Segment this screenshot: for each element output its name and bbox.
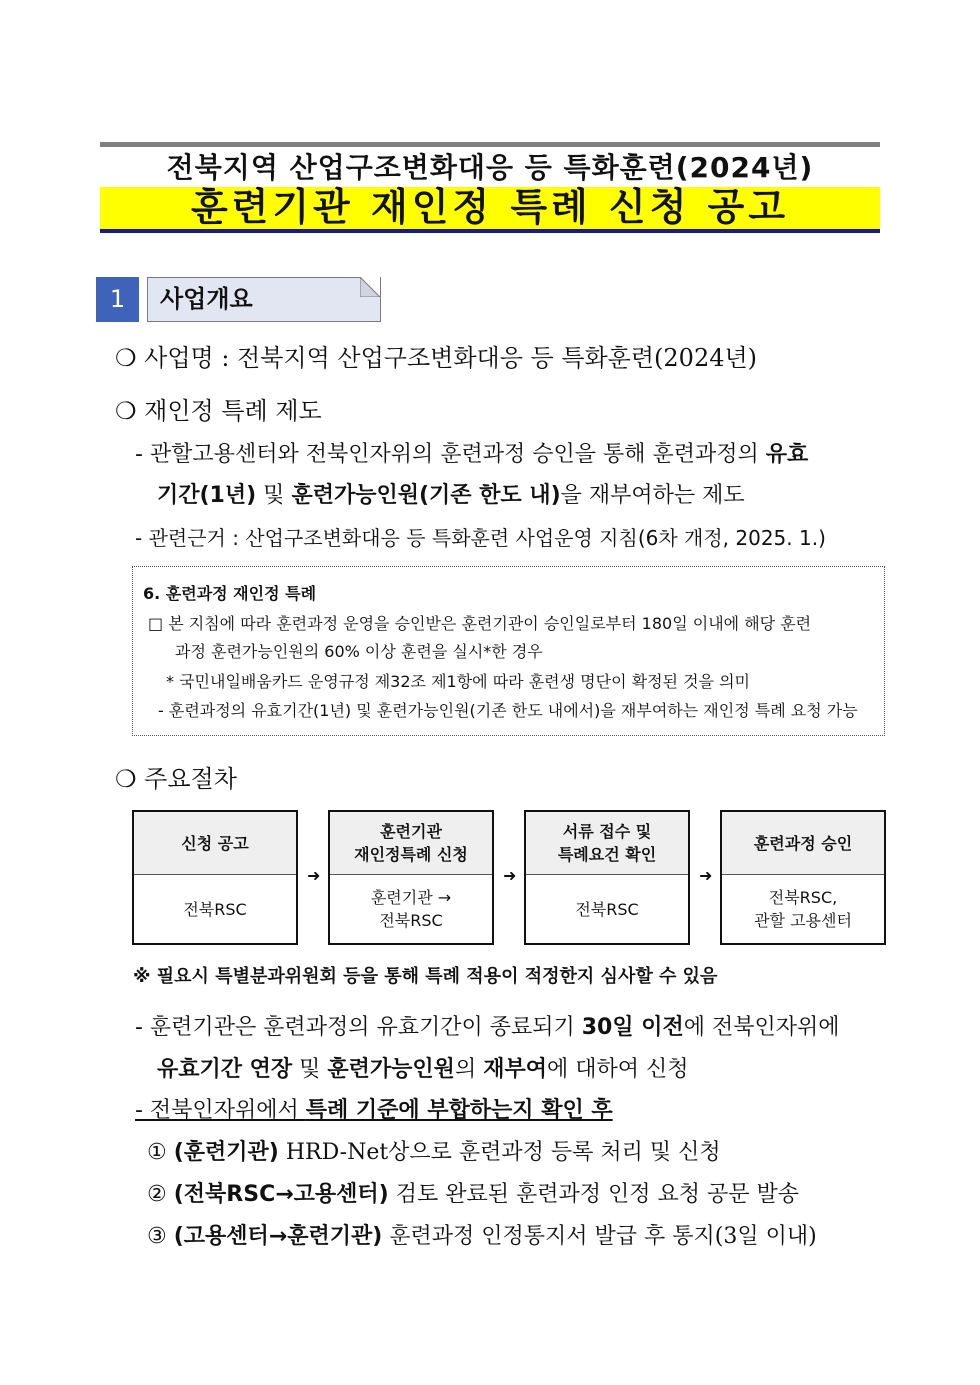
step-actor: (전북RSC→고용센터) bbox=[173, 1182, 389, 1207]
bullet-reaccreditation: ❍ 재인정 특례 제도 bbox=[115, 397, 322, 425]
flow-body-text: 관할 고용센터 bbox=[754, 911, 852, 930]
desc-line-3: - 관련근거 : 산업구조변화대응 등 특화훈련 사업운영 지침(6차 개정, 2025. 1.) bbox=[135, 526, 826, 550]
apply-bold-underlined: 특례 기준에 부합하는지 확인 후 bbox=[305, 1098, 613, 1123]
flow-head-text: 특례요건 확인 bbox=[557, 845, 657, 864]
desc-text: 을 재부여하는 제도 bbox=[560, 483, 745, 508]
flow-step-4 bbox=[720, 810, 886, 945]
flow-step-body bbox=[722, 875, 884, 943]
step-text: 훈련과정 인정통지서 발급 후 통지(3일 이내) bbox=[382, 1224, 817, 1249]
apply-text: 의 bbox=[454, 1057, 484, 1082]
apply-text: 에 전북인자위에 bbox=[683, 1015, 840, 1040]
title-bottom-rule bbox=[100, 229, 880, 233]
page-fold-icon bbox=[360, 277, 380, 297]
excerpt-line-3: * 국민내일배움카드 운영규정 제32조 제1항에 따라 훈련생 명단이 확정된 것을 의미 bbox=[166, 672, 750, 691]
apply-step-3 bbox=[147, 1221, 817, 1253]
step-marker: ③ bbox=[147, 1224, 174, 1249]
flow-body-text: 전북RSC bbox=[183, 899, 247, 919]
apply-bold: 30일 이전 bbox=[581, 1015, 684, 1040]
step-actor: (고용센터→훈련기관) bbox=[173, 1224, 383, 1249]
flow-head-text: 훈련과정 승인 bbox=[753, 833, 853, 853]
flow-body-text: 훈련기관 → bbox=[370, 888, 452, 907]
flow-body-text: 전북RSC bbox=[379, 911, 443, 930]
document-title: 훈련기관 재인정 특례 신청 공고 bbox=[190, 185, 790, 229]
section-number: 1 bbox=[96, 277, 139, 322]
step-marker: ① bbox=[147, 1140, 174, 1165]
excerpt-line-1: □ 본 지침에 따라 훈련과정 운영을 승인받은 훈련기관이 승인일로부터 180일 이내에 해당 훈련 bbox=[148, 614, 812, 633]
step-actor: (훈련기관) bbox=[173, 1140, 279, 1165]
flow-step-header bbox=[722, 812, 884, 875]
desc-bold: 유효 bbox=[765, 442, 809, 467]
excerpt-heading: 6. 훈련과정 재인정 특례 bbox=[143, 584, 317, 603]
apply-bold: 훈련가능인원 bbox=[327, 1057, 455, 1082]
apply-text: - 훈련기관은 훈련과정의 유효기간이 종료되기 bbox=[135, 1015, 582, 1040]
flow-arrow-icon: ➜ bbox=[503, 866, 517, 885]
desc-line-1 bbox=[135, 439, 808, 471]
flow-head-text: 서류 접수 및 bbox=[562, 822, 652, 841]
flow-step-header bbox=[526, 812, 688, 875]
flow-step-3 bbox=[524, 810, 690, 945]
flow-step-header bbox=[134, 812, 296, 875]
step-text: HRD-Net상으로 훈련과정 등록 처리 및 신청 bbox=[278, 1140, 721, 1165]
document-subtitle: 전북지역 산업구조변화대응 등 특화훈련(2024년) bbox=[166, 151, 814, 184]
flow-step-body bbox=[526, 875, 688, 943]
desc-text: - 관할고용센터와 전북인자위의 훈련과정 승인을 통해 훈련과정의 bbox=[135, 442, 766, 467]
section-title: 사업개요 bbox=[160, 285, 253, 313]
bullet-project-name: ❍ 사업명 : 전북지역 산업구조변화대응 등 특화훈련(2024년) bbox=[115, 344, 758, 372]
flow-step-header bbox=[330, 812, 492, 875]
flow-head-text: 신청 공고 bbox=[181, 833, 249, 853]
apply-line-2 bbox=[157, 1054, 688, 1086]
apply-step-2 bbox=[147, 1179, 799, 1211]
flow-arrow-icon: ➜ bbox=[699, 866, 713, 885]
flow-head-text: 훈련기관 bbox=[380, 822, 442, 841]
apply-line-1 bbox=[135, 1012, 840, 1044]
excerpt-line-4: - 훈련과정의 유효기간(1년) 및 훈련가능인원(기존 한도 내에서)을 재부여하는 재인정 특례 요청 가능 bbox=[158, 701, 858, 720]
desc-bold: 훈련가능인원(기존 한도 내) bbox=[291, 483, 561, 508]
apply-text: 및 bbox=[292, 1057, 328, 1082]
flow-body-text: 전북RSC bbox=[575, 899, 639, 919]
flow-step-body bbox=[330, 875, 492, 943]
apply-line-3 bbox=[135, 1095, 613, 1127]
apply-bold: 유효기간 연장 bbox=[157, 1057, 293, 1082]
flow-arrow-icon: ➜ bbox=[307, 866, 321, 885]
bullet-procedure: ❍ 주요절차 bbox=[115, 765, 237, 793]
flow-step-2 bbox=[328, 810, 494, 945]
step-marker: ② bbox=[147, 1182, 174, 1207]
step-text: 검토 완료된 훈련과정 인정 요청 공문 발송 bbox=[388, 1182, 799, 1207]
desc-text: 및 bbox=[256, 483, 292, 508]
apply-text: 에 대하여 신청 bbox=[546, 1057, 689, 1082]
review-note: ※ 필요시 특별분과위원회 등을 통해 특례 적용이 적정한지 심사할 수 있음 bbox=[133, 966, 718, 987]
desc-line-2 bbox=[157, 480, 745, 512]
desc-bold: 기간(1년) bbox=[157, 483, 257, 508]
apply-bold: 재부여 bbox=[483, 1057, 547, 1082]
apply-step-1 bbox=[147, 1137, 721, 1169]
flow-step-1 bbox=[132, 810, 298, 945]
flow-head-text: 재인정특례 신청 bbox=[354, 845, 468, 864]
excerpt-line-2: 과정 훈련가능인원의 60% 이상 훈련을 실시*한 경우 bbox=[175, 642, 543, 661]
flow-step-body bbox=[134, 875, 296, 943]
apply-underlined: - 전북인자위에서 bbox=[135, 1098, 306, 1123]
flow-body-text: 전북RSC, bbox=[768, 888, 838, 907]
